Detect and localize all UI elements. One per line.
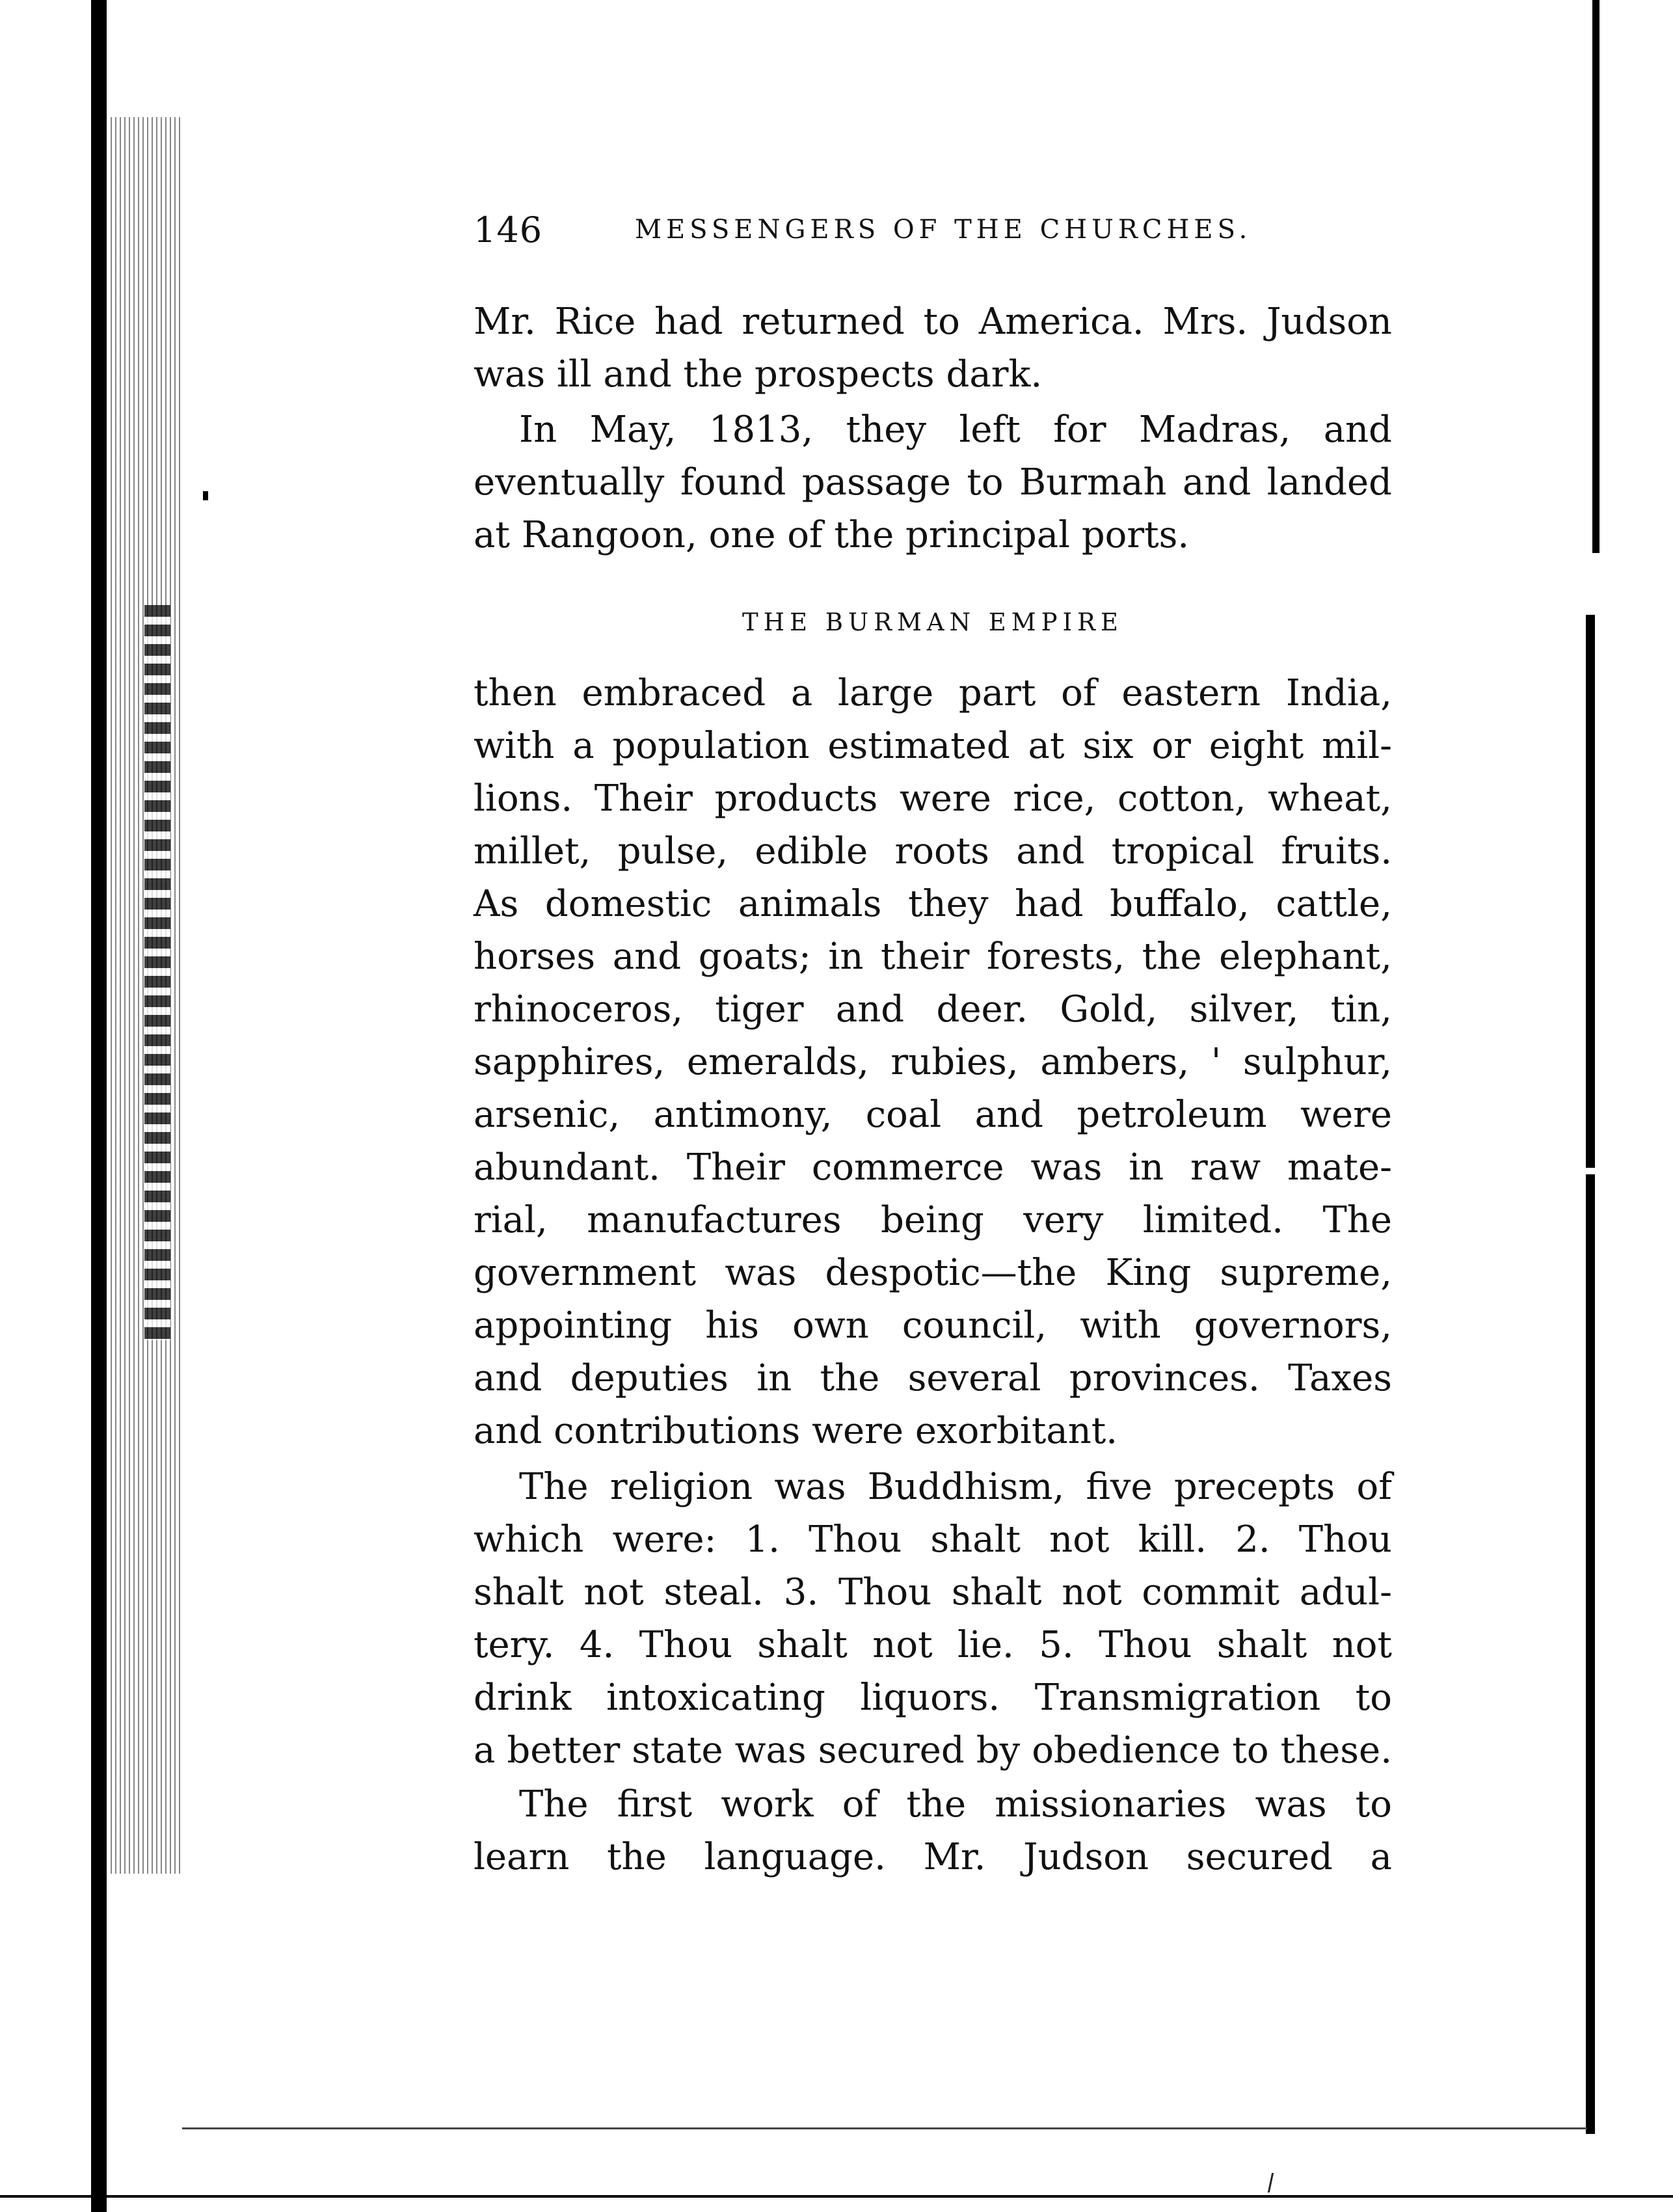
paragraph-3 — [474, 667, 1392, 1457]
text-line: sapphires, emeralds, rubies, ambers, ' sulphur, — [474, 1041, 1392, 1083]
book-page-edges — [0, 0, 195, 2212]
page-number: 146 — [474, 209, 543, 250]
text-line: shalt not steal. 3. Thou shalt not commit adul- — [474, 1571, 1392, 1613]
text-line: The first work of the missionaries was to — [519, 1783, 1392, 1826]
paragraph-2 — [474, 403, 1392, 561]
text-line: tery. 4. Thou shalt not lie. 5. Thou shalt not — [474, 1624, 1392, 1666]
text-line: then embraced a large part of eastern India, — [474, 672, 1392, 714]
paragraph-4 — [474, 1461, 1392, 1777]
text-line: and contributions were exorbitant. — [474, 1410, 1118, 1452]
text-line: horses and goats; in their forests, the elephant, — [474, 936, 1392, 978]
paragraph-5 — [474, 1778, 1392, 1883]
text-line: with a population estimated at six or eight mil- — [474, 725, 1392, 767]
text-line: The religion was Buddhism, five precepts of — [519, 1466, 1392, 1508]
running-head — [474, 209, 1252, 255]
page-bottom-edge — [182, 2127, 1587, 2129]
text-line: In May, 1813, they left for Madras, and — [519, 409, 1392, 451]
text-line: was ill and the prospects dark. — [474, 353, 1043, 396]
text-line: As domestic animals they had buffalo, cattle, — [474, 883, 1392, 925]
text-line: lions. Their products were rice, cotton, wheat, — [474, 777, 1392, 820]
running-title: MESSENGERS OF THE CHURCHES. — [635, 215, 1252, 245]
text-line: rhinoceros, tiger and deer. Gold, silver, tin, — [474, 988, 1392, 1031]
paragraph-1 — [474, 295, 1392, 401]
section-heading: THE BURMAN EMPIRE — [742, 608, 1123, 636]
text-line: abundant. Their commerce was in raw mate- — [474, 1146, 1392, 1189]
text-line: a better state was secured by obedience to these. — [474, 1729, 1392, 1772]
spine-shadow — [91, 0, 107, 2212]
text-line: learn the language. Mr. Judson secured a — [474, 1836, 1392, 1878]
scan-border-bottom — [0, 2195, 1673, 2198]
text-line: drink intoxicating liquors. Transmigration to — [474, 1677, 1392, 1719]
scan-border-right-top — [1592, 0, 1599, 553]
corner-mark — [1268, 2173, 1283, 2192]
text-line: arsenic, antimony, coal and petroleum were — [474, 1094, 1392, 1136]
text-line: millet, pulse, edible roots and tropical fruits. — [474, 830, 1392, 872]
scan-border-right-middle — [1586, 615, 1595, 1168]
text-line: eventually found passage to Burmah and landed — [474, 461, 1392, 504]
library-stamp — [144, 605, 170, 1340]
scan-border-right-bottom — [1586, 1174, 1595, 2134]
text-line: appointing his own council, with governors, — [474, 1304, 1392, 1347]
text-line: and deputies in the several provinces. Taxes — [474, 1357, 1392, 1399]
margin-mark — [203, 491, 208, 500]
text-line: rial, manufactures being very limited. The — [474, 1199, 1392, 1241]
text-line: Mr. Rice had returned to America. Mrs. Judson — [474, 301, 1392, 343]
text-line: which were: 1. Thou shalt not kill. 2. Thou — [474, 1518, 1392, 1561]
text-line: government was despotic—the King supreme, — [474, 1252, 1392, 1294]
text-line: at Rangoon, one of the principal ports. — [474, 514, 1190, 556]
